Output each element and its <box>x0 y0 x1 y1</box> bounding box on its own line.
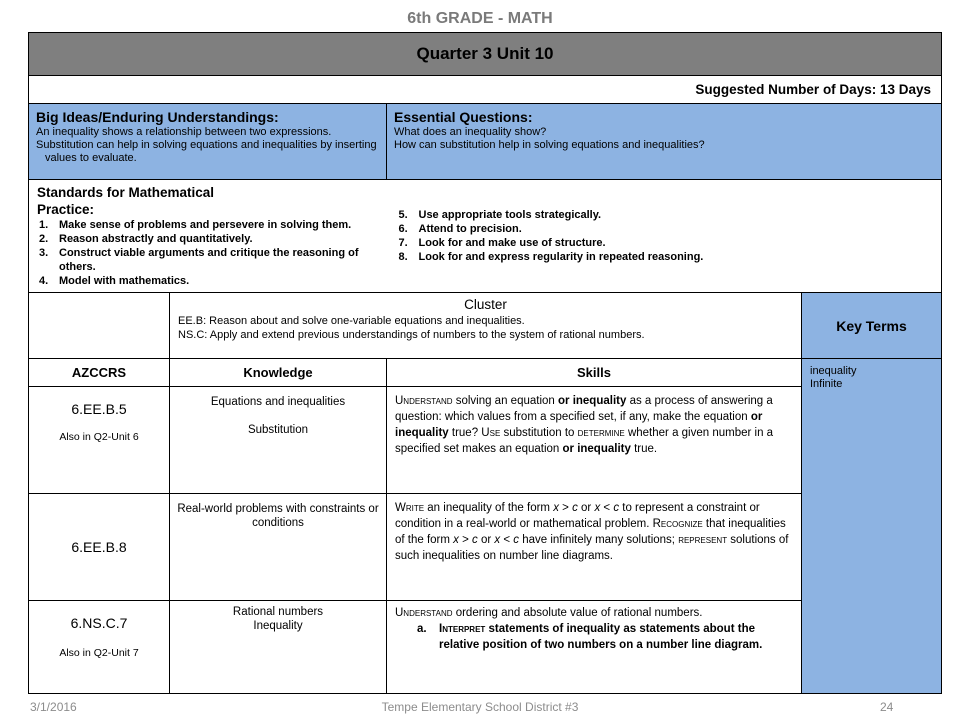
smp-item: 2. Reason abstractly and quantitatively. <box>39 233 253 245</box>
knowledge-cell <box>170 601 387 694</box>
smp-item: 7. Look for and make use of structure. <box>398 237 606 249</box>
big-ideas-title: Big Ideas/Enduring Understandings: <box>36 109 279 125</box>
footer-page-number: 24 <box>880 700 894 714</box>
smp-item: 3. Construct viable arguments and critique the reasoning of others. <box>39 247 359 273</box>
key-term: Infinite <box>810 378 843 390</box>
knowledge-cell <box>170 387 387 494</box>
knowledge-item: Rational numbers <box>232 606 324 618</box>
key-terms-list <box>802 359 942 694</box>
also-in-note: Also in Q2-Unit 7 <box>59 647 139 659</box>
cluster-cell <box>170 293 802 359</box>
also-in-note: Also in Q2-Unit 6 <box>59 431 139 443</box>
key-terms-header: Key Terms <box>802 293 942 359</box>
essential-questions-cell <box>387 104 942 180</box>
smp-item: 8. Look for and express regularity in repeated reasoning. <box>398 251 704 263</box>
unit-plan-table <box>28 32 942 694</box>
essential-question-line: How can substitution help in solving equations and inequalities? <box>394 139 705 151</box>
knowledge-header: Knowledge <box>170 359 387 387</box>
knowledge-item: Substitution <box>247 424 309 436</box>
smp-item: 6. Attend to precision. <box>398 223 522 235</box>
big-idea-line: An inequality shows a relationship between two expressions. <box>36 126 332 138</box>
knowledge-cell <box>170 494 387 601</box>
cluster-title: Cluster <box>464 297 507 312</box>
suggested-days: Suggested Number of Days: 13 Days <box>29 76 942 104</box>
smp-right-cell <box>387 180 942 293</box>
big-ideas-cell <box>29 104 387 180</box>
standard-cell <box>29 387 170 494</box>
smp-item: 4. Model with mathematics. <box>39 275 190 287</box>
azccrs-header: AZCCRS <box>29 359 170 387</box>
knowledge-item: Equations and inequalities <box>210 396 346 408</box>
key-term: inequality <box>810 365 857 377</box>
standard-cell <box>29 601 170 694</box>
big-idea-line: Substitution can help in solving equations and inequalities by inserting values to evaluate. <box>36 139 377 164</box>
smp-title: Standards for Mathematical Practice: <box>37 185 215 217</box>
skills-cell: Understand solving an equation or inequality as a process of answering a question: which values from a specified set, if any, make the equation or inequality true? Use substitution to determine whether a given number in a specified set makes an equation or inequality true. <box>387 387 802 494</box>
essential-questions-title: Essential Questions: <box>394 109 533 125</box>
smp-item: 1. Make sense of problems and persevere in solving them. <box>39 219 352 231</box>
standard-cell <box>29 494 170 601</box>
footer-district: Tempe Elementary School District #3 <box>381 700 579 714</box>
smp-left-cell <box>29 180 387 293</box>
footer-date: 3/1/2016 <box>30 700 77 714</box>
essential-question-line: What does an inequality show? <box>394 126 547 138</box>
skills-header: Skills <box>387 359 802 387</box>
standard-code: 6.NS.C.7 <box>70 615 128 631</box>
standard-code: 6.EE.B.5 <box>71 401 127 417</box>
skills-cell: Write an inequality of the form x > c or x < c to represent a constraint or condition in a real-world or mathematical problem. Recognize that inequalities of the form x > c or x < c have infinitely many solutions; represent solutions of such inequalities on number line diagrams. <box>387 494 802 601</box>
knowledge-item: Inequality <box>253 620 303 632</box>
grade-title: 6th GRADE - MATH <box>407 10 553 27</box>
skills-cell: Understand ordering and absolute value of rational numbers. a. Interpret statements of inequality as statements about the relative position of two numbers on a number line diagram. <box>387 601 802 694</box>
knowledge-item: Real-world problems with constraints or conditions <box>177 503 379 529</box>
cluster-line: EE.B: Reason about and solve one-variable equations and inequalities. <box>178 315 525 327</box>
standard-code: 6.EE.B.8 <box>71 539 127 555</box>
smp-item: 5. Use appropriate tools strategically. <box>398 209 602 221</box>
cluster-line: NS.C: Apply and extend previous understandings of numbers to the system of rational numbers. <box>178 329 645 341</box>
unit-title: Quarter 3 Unit 10 <box>29 33 942 76</box>
cluster-blank-cell <box>29 293 170 359</box>
